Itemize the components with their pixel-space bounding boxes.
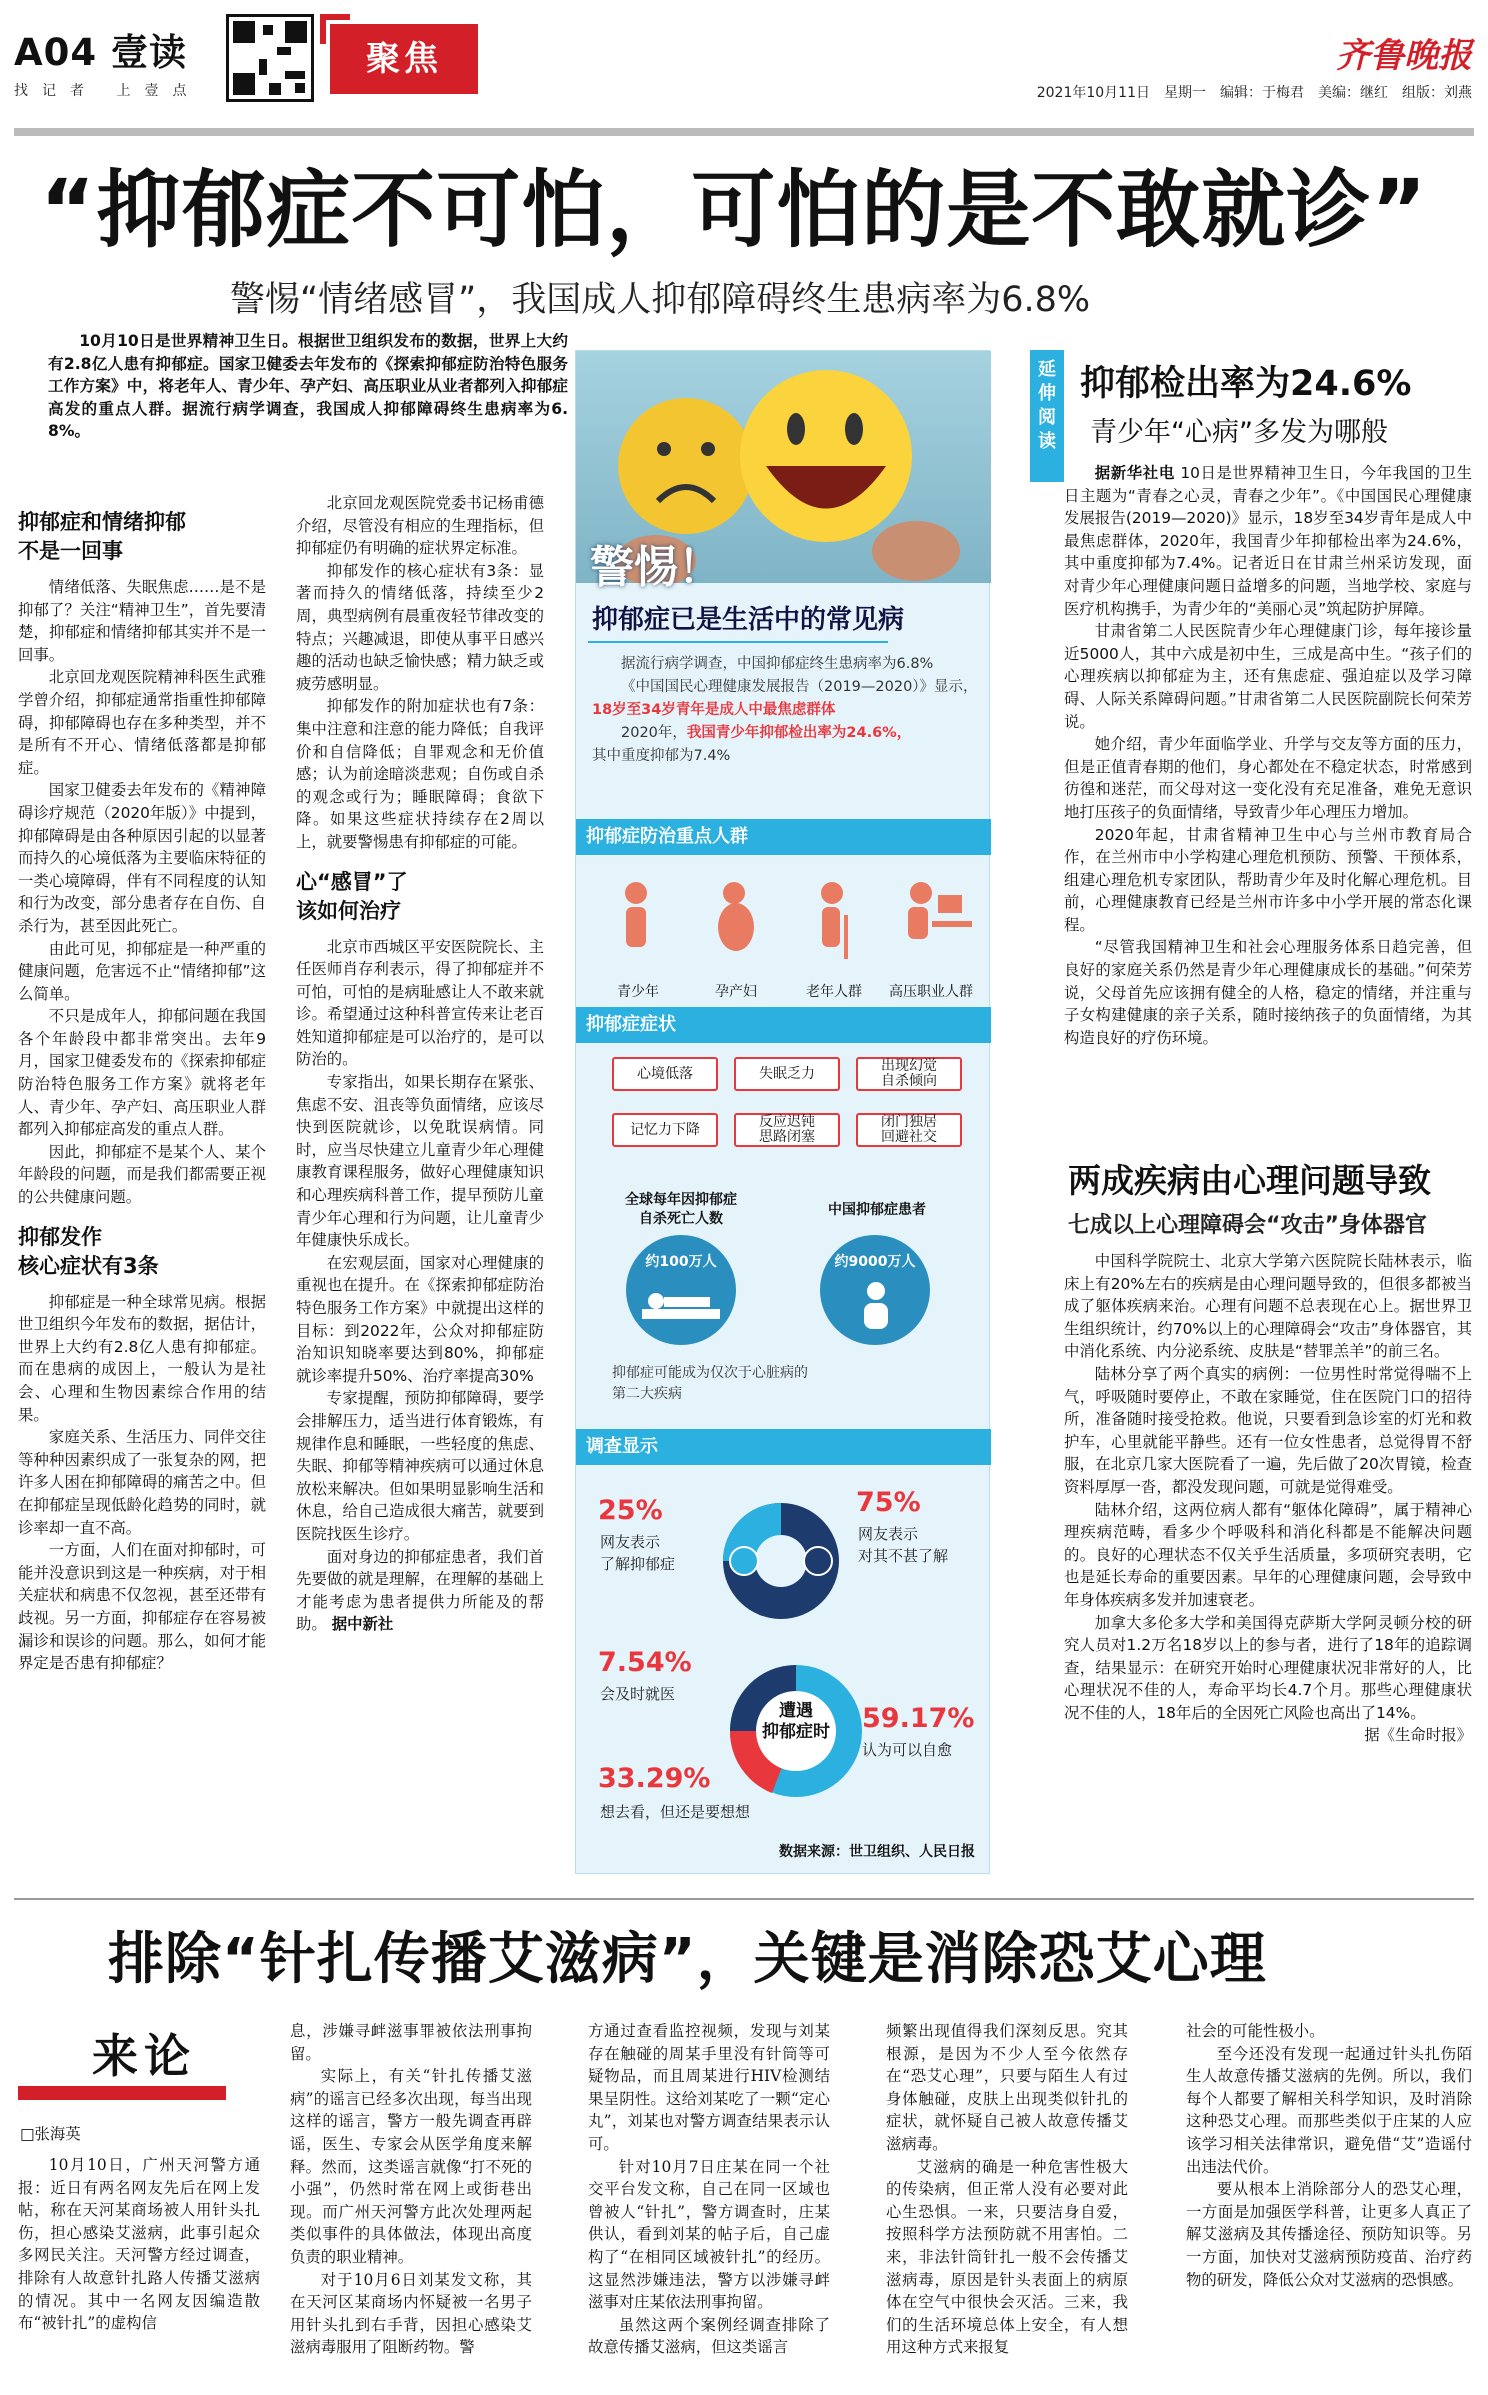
paragraph-text: 10日是世界精神卫生日，今年我国的卫生日主题为“青春之心灵，青春之少年”。《中国国民心理健康发展报告(2019—2020)》显示，18岁至34岁青年是成人中最焦虑群体，2020年，我国青少年抑郁检出率为24.6%，其中重度抑郁为7.4%。记者近日在甘肃兰州采访发现，面对青少年心理健康问题日益增多的问题，当地学校、家庭与医疗机构携手，为青少年的“美丽心灵”筑起防护屏障。 xyxy=(1064,464,1472,618)
article-column-a xyxy=(18,498,266,1675)
paragraph: 至今还没有发现一起通过针头扎伤陌生人故意传播艾滋病的先例。所以，我们每个人都要了解相关科学知识，及时消除这种恐艾心理。而那些类似于庄某的人应该学习相关法律常识，避免借“艾”造谣付出违法代价。 xyxy=(1186,2044,1472,2176)
symptom-box: 反应迟钝 思路闭塞 xyxy=(734,1113,840,1147)
intro-highlight: 18岁至34岁青年是成人中最焦虑群体 xyxy=(592,702,836,718)
paragraph: 陆林分享了两个真实的病例：一位男性时常觉得喘不上气，呼吸随时要停止，不敢在家睡觉，住在医院门口的招待所，准备随时接受抢救。他说，只要看到急诊室的灯光和救护车，心里就能平静些。还有一位女性患者，总觉得胃不舒服，在北京几家大医院看了一遍，先后做了20次胃镜，检查资料厚厚一沓，都没发现问题，可就是觉得难受。 xyxy=(1064,1364,1472,1496)
paragraph: 2020年起，甘肃省精神卫生中心与兰州市教育局合作，在兰州市中小学构建心理危机预防、预警、干预体系，组建心理危机专家团队，帮助青少年及时化解心理危机。目前，心理健康教育已经是兰州市许多中小学开展的常态化课程。 xyxy=(1064,825,1472,934)
paragraph: 一方面，人们在面对抑郁时，可能并没意识到这是一种疾病，对于相关症状和病患不仅忽视，甚至还带有歧视。另一方面，抑郁症存在容易被漏诊和误诊的问题。那么，如何才能界定是否患有抑郁症？ xyxy=(18,1541,266,1673)
band-survey: 调查显示 xyxy=(576,1429,991,1465)
paragraph: 北京市西城区平安医院院长、主任医师肖存利表示，得了抑郁症并不可怕，可怕的是病耻感让人不敢来就诊。希望通过这种科普宣传来让老百姓知道抑郁症是可以治疗的，是可以防治的。 xyxy=(296,937,544,1069)
infographic-panel xyxy=(575,350,990,1874)
paragraph: 息，涉嫌寻衅滋事罪被依法刑事拘留。 xyxy=(290,2022,532,2063)
paragraph-text: 面对身边的抑郁症患者，我们首先要做的就是理解，在理解的基础上才能考虑为患者提供力所能及的帮助。 xyxy=(296,1547,544,1634)
paragraph: 加拿大多伦多大学和美国得克萨斯大学阿灵顿分校的研究人员对1.2万名18岁以上的参与者，进行了18年的追踪调查，结果显示：在研究开始时心理健康状况非常好的人，比心理状况不佳的人，寿命平均长4.7个月。那些心理健康状况不佳的人，18年后的全因死亡风险也高出了14%。 xyxy=(1064,1613,1472,1722)
paragraph: 10月10日，广州天河警方通报：近日有两名网友先后在网上发帖，称在天河某商场被人用针头扎伤，担心感染艾滋病，此事引起众多网民关注。天河警方经过调查，排除有人故意针扎路人传播艾滋病的情况。其中一名网友因编造散布“被针扎”的虚构信 xyxy=(18,2156,260,2333)
intro-line xyxy=(592,722,982,745)
stat-label: 全球每年因抑郁症 自杀死亡人数 xyxy=(625,1192,737,1227)
survey-label: 认为可以自愈 xyxy=(862,1741,953,1759)
group-label: 高压职业人群 xyxy=(889,984,973,1000)
paragraph: 陆林介绍，这两位病人都有“躯体化障碍”，属于精神心理疾病范畴，看多少个呼吸科和消化科都是不能解决问题的。良好的心理状态不仅关乎生活质量，多项研究表明，它也是延长寿命的重要因素。早年的心理健康问题，会导致中年身体疾病多发并加速衰老。 xyxy=(1064,1500,1472,1609)
symptom-box: 闭门独居 回避社交 xyxy=(856,1113,962,1147)
paragraph: 不只是成年人，抑郁问题在我国各个年龄段中都非常突出。去年9月，国家卫健委发布的《探索抑郁症防治特色服务工作方案》就将老年人、青少年、孕产妇、高压职业人群都列入抑郁症高发的重点人群。 xyxy=(18,1007,266,1139)
subheading: 抑郁发作 核心症状有3条 xyxy=(18,1224,159,1278)
risk-group-row xyxy=(586,865,981,1015)
band-symptoms: 抑郁症症状 xyxy=(576,1007,991,1043)
paragraph: 抑郁发作的附加症状也有7条：集中注意和注意的能力降低；自我评价和自信降低；自罪观念和无价值感；认为前途暗淡悲观；自伤或自杀的观念或行为；睡眠障碍；食欲下降。如果这些症状持续存在2周以上，就要警惕患有抑郁症的可能。 xyxy=(296,697,544,851)
intro-line xyxy=(592,676,982,722)
paragraph: “尽管我国精神卫生和社会心理服务体系日趋完善，但良好的家庭关系仍然是青少年心理健康成长的基础。”何荣芳说，父母首先应该拥有健全的人格，稳定的情绪，并注重与子女构建健康的亲子关系，随时接纳孩子的负面情绪，为其构造良好的疗伤环境。 xyxy=(1064,938,1472,1047)
sad-person-icon xyxy=(846,1279,906,1335)
intro-line: 其中重度抑郁为7.4% xyxy=(592,748,731,764)
sidebar-article xyxy=(1064,462,1472,1049)
infographic-intro xyxy=(592,653,982,768)
survey-percent: 25% xyxy=(598,1495,663,1526)
issue-meta: 2021年10月11日 星期一 编辑：于梅君 美编：继红 组版：刘燕 xyxy=(1036,85,1472,101)
section-divider xyxy=(14,1898,1474,1900)
paragraph: 抑郁症是一种全球常见病。根据世卫组织今年发布的数据，据估计，世界上大约有2.8亿人患有抑郁症。而在患病的成因上，一般认为是社会、心理和生物因素综合作用的结果。 xyxy=(18,1292,266,1424)
paragraph: 家庭关系、生活压力、同伴交往等种种因素织成了一张复杂的网，把许多人困在抑郁障碍的痛苦之中。但在抑郁症呈现低龄化趋势的同时，就诊率却一直不高。 xyxy=(18,1428,266,1537)
paragraph: 由此可见，抑郁症是一种严重的健康问题，危害远不止“情绪抑郁”这么简单。 xyxy=(18,939,266,1003)
people-icons xyxy=(586,865,981,975)
dateline: 据新华社电 xyxy=(1094,464,1175,482)
extended-reading-tag: 延伸阅读 xyxy=(1030,350,1064,482)
paragraph: 因此，抑郁症不是某个人、某个年龄段的问题，而是我们都需要正视的公共健康问题。 xyxy=(18,1142,266,1207)
survey-percent: 59.17% xyxy=(862,1703,975,1734)
sidebar-headline: 抑郁检出率为24.6% xyxy=(1080,364,1412,404)
survey-label: 会及时就医 xyxy=(600,1685,676,1703)
sidebar-headline-2: 两成疾病由心理问题导致 xyxy=(1068,1161,1431,1200)
paragraph: 抑郁发作的核心症状有3条：显著而持久的情绪低落，持续至少2周，典型病例有晨重夜轻节律改变的特点；兴趣减退，即使从事平日感兴趣的活动也缺乏愉快感；精力缺乏或疲劳感明显。 xyxy=(296,561,544,693)
body-text xyxy=(296,492,544,854)
paragraph: 专家提醒，预防抑郁障碍，要学会排解压力，适当进行体育锻炼，有规律作息和睡眠，一些轻度的焦虑、失眠、抑郁等精神疾病可以通过休息放松来解决。但如果明显影响生活和休息，给自己造成很大痛苦，就要到医院找医生诊疗。 xyxy=(296,1389,544,1543)
source-credit: 据中新社 xyxy=(331,1615,394,1634)
body-text xyxy=(1064,462,1472,1049)
paragraph xyxy=(296,1546,544,1636)
band-risk-groups: 抑郁症防治重点人群 xyxy=(576,819,991,855)
main-headline: “抑郁症不可怕，可怕的是不敢就诊” xyxy=(40,161,1428,259)
infographic-note: 抑郁症可能成为仅次于心脏病的 第二大疾病 xyxy=(612,1365,808,1402)
intro-highlight: 我国青少年抑郁检出率为24.6%， xyxy=(686,725,912,741)
subheading: 抑郁症和情绪抑郁 不是一回事 xyxy=(18,510,186,563)
stat-label: 中国抑郁症患者 xyxy=(828,1202,926,1218)
intro-text: 2020年， xyxy=(621,725,687,741)
paragraph xyxy=(1064,462,1472,620)
lede-paragraph: 10月10日是世界精神卫生日。根据世卫组织发布的数据，世界上大约有2.8亿人患有抑郁症。国家卫健委去年发布的《探索抑郁症防治特色服务工作方案》中，将老年人、青少年、孕产妇、高压职业从业者都列入抑郁症高发的重点人群。据流行病学调查，我国成人抑郁障碍终生患病率为6.8%。 xyxy=(48,332,568,441)
column-logo: 来论 xyxy=(92,2029,196,2083)
body-text xyxy=(1064,1250,1472,1747)
intro-line: 据流行病学调查，中国抑郁症终生患病率为6.8% xyxy=(621,656,934,672)
paragraph: 情绪低落、失眠焦虑……是不是抑郁了？关注“精神卫生”，首先要清楚，抑郁症和情绪抑郁其实并不是一回事。 xyxy=(18,578,266,664)
warning-badge: 警惕！ xyxy=(590,542,722,593)
bottom-column-5 xyxy=(1186,2020,1472,2291)
infographic-title: 抑郁症已是生活中的常见病 xyxy=(592,605,905,635)
bottom-headline: 排除“针扎传播艾滋病”，关键是消除恐艾心理 xyxy=(108,1927,1267,1992)
top-rule xyxy=(14,128,1474,136)
stat-value: 约100万人 xyxy=(645,1254,717,1270)
survey-percent: 7.54% xyxy=(598,1647,692,1678)
paragraph: 国家卫健委去年发布的《精神障碍诊疗规范（2020年版）》中提到，抑郁障碍是由各种原因引起的以显著而持久的心境低落为主要临床特征的一类心境障碍，伴有不同程度的认知和行为改变，部分患者存在自伤、自杀行为，甚至因此死亡。 xyxy=(18,781,266,935)
column-logo-bar xyxy=(18,2086,226,2100)
bottom-column-1 xyxy=(18,2154,260,2335)
survey-percent: 75% xyxy=(856,1487,921,1518)
group-label: 孕产妇 xyxy=(715,984,757,1000)
sidebar-subhead-2: 七成以上心理障碍会“攻击”身体器官 xyxy=(1068,1213,1427,1238)
page-number: A04 壹读 xyxy=(14,31,188,74)
paragraph: 甘肃省第二人民医院青少年心理健康门诊，每年接诊量近5000人，其中六成是初中生，三成是高中生。“孩子们的心理疾病以抑郁症为主，还有焦虑症、强迫症以及学习障碍、人际关系障碍问题。”甘肃省第二人民医院副院长何荣芳说。 xyxy=(1064,622,1472,731)
title-underline xyxy=(588,641,888,643)
symptom-box: 失眠乏力 xyxy=(734,1057,840,1091)
section-label: 聚焦 xyxy=(330,24,478,94)
body-text xyxy=(18,576,266,1209)
subheading: 心“感冒”了 该如何治疗 xyxy=(296,869,408,923)
paragraph: 针对10月7日庄某在同一个社交平台发文称，自己在同一区域也曾被人“针扎”，警方调查时，庄某供认，看到刘某的帖子后，自己虚构了“在相同区域被针扎”的经历。这显然涉嫌违法，警方以涉嫌寻衅滋事对庄某依法刑事拘留。 xyxy=(588,2157,830,2312)
symptom-box: 记忆力下降 xyxy=(612,1113,718,1147)
paragraph: 虽然这两个案例经调查排除了故意传播艾滋病，但这类谣言 xyxy=(588,2315,830,2357)
paragraph: 对于10月6日刘某发文称，其在天河区某商场内怀疑被一名男子用针头扎到右手背，因担心感染艾滋病毒服用了阻断药物。警 xyxy=(290,2270,532,2357)
survey-label: 网友表示 了解抑郁症 xyxy=(600,1533,676,1573)
sidebar-article-2 xyxy=(1064,1250,1472,1747)
paragraph: 社会的可能性极小。 xyxy=(1186,2022,1325,2040)
paragraph: 艾滋病的确是一种危害性极大的传染病，但正常人没有必要对此心生恐惧。一来，只要洁身自爱，按照科学方法预防就不用害怕。二来，非法针筒针扎一般不会传播艾滋病毒，原因是针头表面上的病原体在空气中很快会灭活。三来，我们的生活环境总体上安全，有人想用这种方式来报复 xyxy=(886,2157,1128,2357)
body-text xyxy=(18,1291,266,1675)
page-slogan: 找记者 上壹点 xyxy=(14,83,201,99)
paragraph: 在宏观层面，国家对心理健康的重视也在提升。在《探索抑郁症防治特色服务工作方案》中就提出这样的目标：到2022年，公众对抑郁症防治知识知晓率要达到80%，抑郁症就诊率提升50%、治疗率提高30% xyxy=(296,1253,544,1385)
survey-label: 想去看，但还是要想想 xyxy=(600,1803,751,1821)
sidebar-subhead: 青少年“心病”多发为哪般 xyxy=(1090,417,1388,448)
paragraph: 中国科学院院士、北京大学第六医院院长陆林表示，临床上有20%左右的疾病是由心理问题导致的，但很多都被当成了躯体疾病来治。心理有问题不总表现在心上。据世界卫生组织统计，约70%以上的心理障碍会“攻击”身体器官，其中消化系统、内分泌系统、皮肤是“替罪羔羊”的前三名。 xyxy=(1064,1252,1472,1361)
newspaper-logo: 齐鲁晚报 xyxy=(1336,36,1472,76)
bottom-column-2 xyxy=(290,2020,532,2359)
intro-text: 《中国国民心理健康发展报告（2019—2020）》显示， xyxy=(621,679,978,695)
paragraph: 北京回龙观医院党委书记杨甫德介绍，尽管没有相应的生理指标，但抑郁症仍有明确的症状界定标准。 xyxy=(296,494,544,558)
symptom-box: 心境低落 xyxy=(612,1057,718,1091)
qr-code-icon xyxy=(226,14,314,102)
author-byline: □张海英 xyxy=(20,2125,81,2143)
paragraph: 北京回龙观医院精神科医生武雅学曾介绍，抑郁症通常指重性抑郁障碍，抑郁障碍也存在多种类型，并不是所有不开心、情绪低落都是抑郁症。 xyxy=(18,668,266,777)
survey-donut-top xyxy=(676,1491,886,1631)
survey-label: 网友表示 对其不甚了解 xyxy=(858,1525,949,1565)
bottom-column-4 xyxy=(886,2020,1128,2359)
paragraph: 专家指出，如果长期存在紧张、焦虑不安、沮丧等负面情绪，应该尽快到医院就诊，以免耽误病情。同时，应当尽快建立儿童青少年心理健康教育课程服务，做好心理健康知识和心理疾病科普工作，提早预防儿童青少年心理和行为问题，让儿童青少年健康快乐成长。 xyxy=(296,1073,544,1250)
article-column-b xyxy=(296,492,544,1636)
paragraph: 她介绍，青少年面临学业、升学与交友等方面的压力，但是正值青春期的他们，身心都处在不稳定状态，时常感到彷徨和迷茫，而父母对这一变化没有充足准备，难免无意识地打压孩子的负面情绪，导致青少年心理压力增加。 xyxy=(1064,735,1472,821)
group-label: 青少年 xyxy=(617,984,659,1000)
bottom-column-3 xyxy=(588,2020,830,2359)
symptom-box: 出现幻觉 自杀倾向 xyxy=(856,1057,962,1091)
paragraph: 方通过查看监控视频，发现与刘某存在触碰的周某手里没有针筒等可疑物品，而且周某进行HIV检测结果呈阴性。这给刘某吃了一颗“定心丸”，刘某也对警方调查结果表示认可。 xyxy=(588,2022,830,2153)
survey-percent: 33.29% xyxy=(598,1763,711,1794)
paragraph: 要从根本上消除部分人的恐艾心理，一方面是加强医学科普，让更多人真正了解艾滋病及其传播途径、预防知识等。另一方面，加快对艾滋病预防疫苗、治疗药物的研发，降低公众对艾滋病的恐惧感。 xyxy=(1186,2180,1472,2289)
stat-value: 约9000万人 xyxy=(834,1254,916,1270)
group-label: 老年人群 xyxy=(806,984,862,1000)
donut-center-label: 遭遇 抑郁症时 xyxy=(762,1701,830,1742)
lying-person-icon xyxy=(636,1279,726,1335)
data-source: 数据来源：世卫组织、人民日报 xyxy=(779,1844,975,1860)
main-subhead: 警惕“情绪感冒”，我国成人抑郁障碍终生患病率为6.8% xyxy=(230,280,1091,320)
body-text xyxy=(296,936,544,1636)
paragraph: 频繁出现值得我们深刻反思。究其根源，是因为不少人至今依然存在“恐艾心理”，只要与陌生人有过身体触碰，皮肤上出现类似针扎的症状，就怀疑自己被人故意传播艾滋病毒。 xyxy=(886,2022,1128,2153)
source-credit: 据《生命时报》 xyxy=(1364,1726,1472,1745)
paragraph: 实际上，有关“针扎传播艾滋病”的谣言已经多次出现，每当出现这样的谣言，警方一般先调查再辟谣，医生、专家会从医学角度来解释。然而，这类谣言就像“打不死的小强”，仍然时常在网上或街巷出现。而广州天河警方此次处理两起类似事件的具体做法，体现出高度负责的职业精神。 xyxy=(290,2067,532,2266)
